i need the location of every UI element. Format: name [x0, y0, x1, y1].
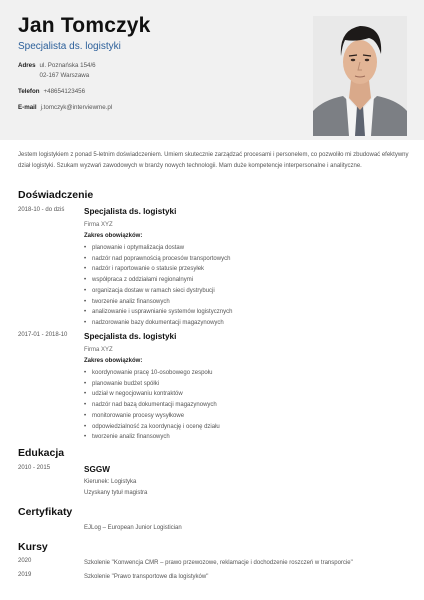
contact-value: j.tomczyk@interviewme.pl: [40, 104, 113, 111]
section-title-certificates: Certyfikaty: [18, 506, 73, 518]
responsibilities-label: Zakres obowiązków:: [84, 358, 143, 364]
section-title-courses: Kursy: [18, 541, 48, 553]
contact-address: [18, 61, 298, 81]
education-degree: Uzyskany tytuł magistra: [84, 490, 148, 496]
section-title-education: Edukacja: [18, 447, 65, 459]
entry-body: [84, 572, 410, 583]
list-item: • tworzenie analiz finansowych: [84, 432, 410, 443]
responsibilities-list: [84, 243, 410, 329]
course-name: Szkolenie "Konwencja CMR – prawo przewozowe, reklamacje i dochodzenie roszczeń w transporcie": [84, 560, 353, 566]
contact-phone: [18, 87, 298, 97]
contact-value: +48654123456: [43, 88, 86, 95]
school-name: SGGW: [84, 465, 110, 474]
entry-position: Specjalista ds. logistyki: [84, 332, 177, 341]
entry-company: Firma XYZ: [84, 347, 113, 353]
list-item: • planowanie i optymalizacja dostaw: [84, 243, 410, 254]
entry-date: 2020: [18, 558, 32, 564]
list-item: • nadzór i raportowanie o statusie przesyłek: [84, 264, 410, 275]
contact-label: Telefon: [18, 88, 40, 95]
list-item: • monitorowanie procesy wysyłkowe: [84, 411, 410, 422]
section-title-experience: Doświadczenie: [18, 189, 94, 201]
contact-value: ul. Poznańska 154/6 02-167 Warszawa: [39, 62, 96, 79]
entry-date: 2019: [18, 572, 32, 578]
portrait-photo-icon: [313, 16, 407, 136]
list-item: • nadzór nad bazą dokumentacji magazynowych: [84, 400, 410, 411]
responsibilities-label: Zakres obowiązków:: [84, 233, 143, 239]
entry-body: [84, 465, 410, 499]
list-item: • współpraca z oddziałami regionalnymi: [84, 275, 410, 286]
contact-label: Adres: [18, 62, 36, 69]
list-item: • organizacja dostaw w ramach sieci dystrybucji: [84, 286, 410, 297]
list-item: • koordynowanie pracę 10-osobowego zespołu: [84, 368, 410, 379]
entry-date: 2010 - 2015: [18, 465, 51, 471]
entry-position: Specjalista ds. logistyki: [84, 207, 177, 216]
course-name: Szkolenie "Prawo transportowe dla logistyków": [84, 574, 209, 580]
list-item: • odpowiedzialność za koordynację i ocenę działu: [84, 422, 410, 433]
job-title: Specjalista ds. logistyki: [18, 41, 121, 52]
entry-body: [84, 558, 410, 569]
entry-body: [84, 332, 410, 443]
certificate-name: EJLog – European Junior Logistician: [84, 525, 182, 531]
list-item: • nadzór nad poprawnością procesów transportowych: [84, 254, 410, 265]
list-item: • analizowanie i usprawnianie systemów logistycznych: [84, 307, 410, 318]
responsibilities-list: [84, 368, 410, 443]
contact-details: [18, 61, 298, 119]
entry-body: [84, 207, 410, 329]
entry-date: 2017-01 - 2018-10: [18, 332, 68, 338]
portrait-photo: [313, 16, 407, 136]
list-item: • tworzenie analiz finansowych: [84, 297, 410, 308]
profile-summary: Jestem logistykiem z ponad 5-letnim doświadczeniem. Umiem skutecznie zarządzać procesami i personelem, co pozwoliło mi zbudować efektywny dział logistyki. Szukam wyzwań zawodowych w branży nowych technologii. Mam duże kompetencje interpersonalne i analityczne.: [18, 152, 409, 169]
contact-email: [18, 103, 298, 113]
list-item: • nadzorowanie bazy dokumentacji magazynowych: [84, 318, 410, 329]
entry-body: [84, 523, 410, 534]
education-field: Kierunek: Logistyka: [84, 479, 137, 485]
entry-date: 2018-10 - do dziś: [18, 207, 65, 213]
person-name: Jan Tomczyk: [18, 14, 151, 37]
list-item: • udział w negocjowaniu kontraktów: [84, 389, 410, 400]
contact-label: E-mail: [18, 104, 37, 111]
entry-company: Firma XYZ: [84, 222, 113, 228]
list-item: • planowanie budżet spółki: [84, 379, 410, 390]
